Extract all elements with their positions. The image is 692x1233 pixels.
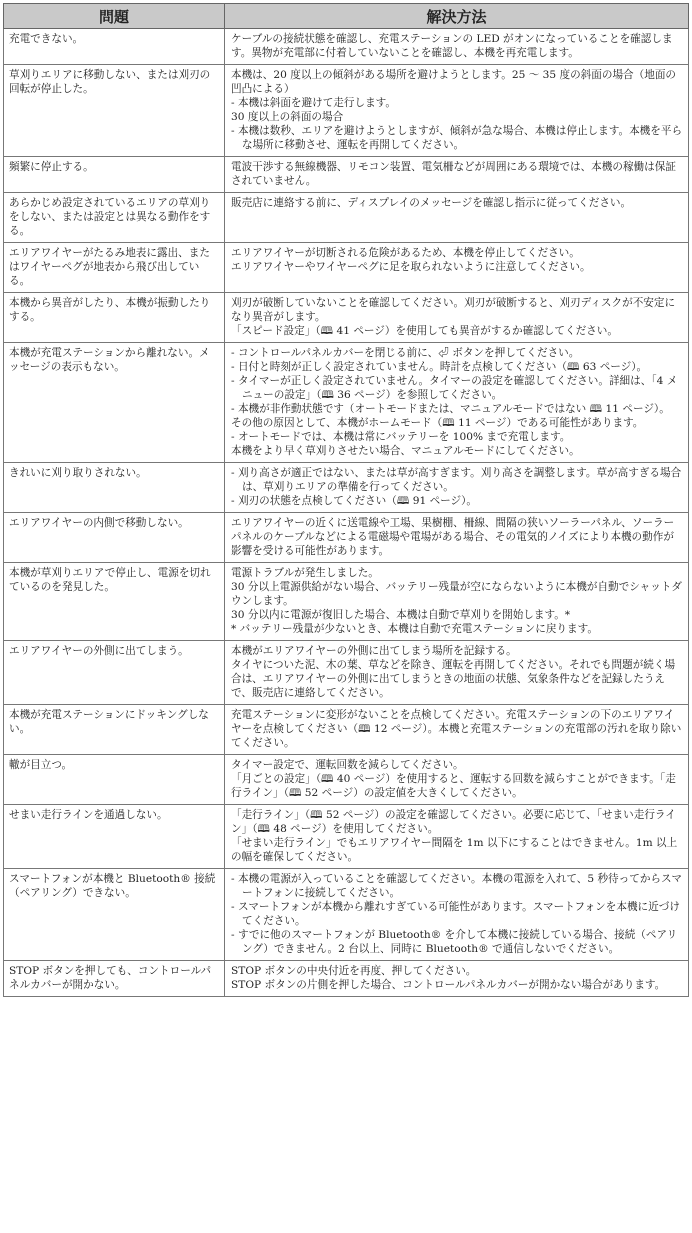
solution-bullet: - オートモードでは、本機は常にバッテリーを 100% まで充電します。 — [231, 430, 683, 444]
solution-paragraph: 「走行ライン」（🕮 52 ページ）の設定を確認してください。必要に応じて、「せまい走行ライン」（🕮 48 ページ）を使用してください。 — [231, 809, 676, 835]
table-body — [4, 29, 689, 997]
solution-paragraph: タイマー設定で、運転回数を減らしてください。 — [231, 759, 464, 771]
problem-cell: 頻繁に停止する。 — [4, 157, 225, 193]
problem-cell: エリアワイヤーの外側に出てしまう。 — [4, 641, 225, 705]
solution-cell — [225, 755, 689, 805]
table-row — [4, 193, 689, 243]
problem-column-header: 問題 — [4, 4, 225, 29]
solution-paragraph: 「せまい走行ライン」でもエリアワイヤー間隔を 1m 以下にすることはできません。1m 以上の幅を確保してください。 — [231, 837, 678, 863]
solution-cell — [225, 641, 689, 705]
problem-cell: スマートフォンが本機と Bluetooth® 接続（ペアリング）できない。 — [4, 869, 225, 961]
problem-cell: 充電できない。 — [4, 29, 225, 65]
solution-paragraph: 販売店に連絡する前に、ディスプレイのメッセージを確認し指示に従ってください。 — [231, 197, 632, 209]
solution-paragraph: STOP ボタンの片側を押した場合、コントロールパネルカバーが開かない場合があります。 — [231, 979, 666, 991]
table-row — [4, 641, 689, 705]
solution-paragraph: 電波干渉する無線機器、リモコン装置、電気柵などが周囲にある環境では、本機の稼働は保証されていません。 — [231, 161, 676, 187]
problem-cell: 本機が草刈りエリアで停止し、電源を切れているのを発見した。 — [4, 563, 225, 641]
solution-bullet: - 刈り高さが適正ではない、または草が高すぎます。刈り高さを調整します。草が高すぎる場合は、草刈りエリアの準備を行ってください。 — [231, 466, 683, 494]
table-row — [4, 961, 689, 997]
solution-paragraph: 「月ごとの設定」（🕮 40 ページ）を使用すると、運転する回数を減らすことができます。「走行ライン」（🕮 52 ページ）の設定値を大きくしてください。 — [231, 773, 676, 799]
solution-paragraph: その他の原因として、本機がホームモード（🕮 11 ページ）である可能性があります。 — [231, 417, 644, 429]
table-row — [4, 29, 689, 65]
table-row — [4, 805, 689, 869]
problem-cell: エリアワイヤーの内側で移動しない。 — [4, 513, 225, 563]
problem-cell: 本機が充電ステーションから離れない。メッセージの表示もない。 — [4, 343, 225, 463]
solution-paragraph: ケーブルの接続状態を確認し、充電ステーションの LED がオンになっていることを確認します。異物が充電部に付着していないことを確認し、本機を再充電します。 — [231, 33, 673, 59]
solution-paragraph: 本機は、20 度以上の傾斜がある場所を避けようとします。25 ～ 35 度の斜面の場合（地面の凹凸による） — [231, 69, 677, 95]
solution-cell — [225, 869, 689, 961]
solution-cell — [225, 293, 689, 343]
solution-paragraph: 充電ステーションに変形がないことを点検してください。充電ステーションの下のエリアワイヤーを点検してください（🕮 12 ページ）。本機と充電ステーションの充電部の汚れを取り除いてください。 — [231, 709, 682, 749]
solution-paragraph: 電源トラブルが発生しました。 — [231, 567, 379, 579]
problem-cell: せまい走行ラインを通過しない。 — [4, 805, 225, 869]
solution-paragraph: 30 分以上電源供給がない場合、バッテリー残量が空にならないように本機が自動でシャットダウンします。 — [231, 581, 682, 607]
solution-cell — [225, 65, 689, 157]
solution-bullet: - スマートフォンが本機から離れすぎている可能性があります。スマートフォンを本機に近づけてください。 — [231, 900, 683, 928]
solution-cell — [225, 705, 689, 755]
solution-cell — [225, 343, 689, 463]
solution-bullet: - 日付と時刻が正しく設定されていません。時計を点検してください（🕮 63 ページ）。 — [231, 360, 683, 374]
solution-paragraph: エリアワイヤーやワイヤーペグに足を取られないように注意してください。 — [231, 261, 591, 273]
table-row — [4, 869, 689, 961]
solution-cell — [225, 463, 689, 513]
table-header-row — [4, 4, 689, 29]
troubleshooting-table — [3, 3, 689, 997]
table-row — [4, 293, 689, 343]
table-row — [4, 157, 689, 193]
table-row — [4, 513, 689, 563]
solution-paragraph: 本機がエリアワイヤーの外側に出てしまう場所を記録する。 — [231, 645, 517, 657]
table-row — [4, 243, 689, 293]
solution-paragraph: 「スピード設定」（🕮 41 ページ）を使用しても異音がするか確認してください。 — [231, 325, 618, 337]
solution-paragraph: 30 度以上の斜面の場合 — [231, 111, 344, 123]
solution-paragraph: タイヤについた泥、木の葉、草などを除き、運転を再開してください。それでも問題が続く場合は、エリアワイヤーの外側に出てしまうときの地面の状態、気象条件などを記録したうえで、販売店に連絡してください。 — [231, 659, 676, 699]
problem-cell: あらかじめ設定されているエリアの草刈りをしない、または設定とは異なる動作をする。 — [4, 193, 225, 243]
problem-cell: 本機から異音がしたり、本機が振動したりする。 — [4, 293, 225, 343]
problem-cell: エリアワイヤーがたるみ地表に露出、またはワイヤーペグが地表から飛び出している。 — [4, 243, 225, 293]
solution-cell — [225, 563, 689, 641]
table-row — [4, 343, 689, 463]
table-row — [4, 755, 689, 805]
solution-bullet: - 本機の電源が入っていることを確認してください。本機の電源を入れて、5 秒待ってからスマートフォンに接続してください。 — [231, 872, 683, 900]
solution-cell — [225, 961, 689, 997]
problem-cell: STOP ボタンを押しても、コントロールパネルカバーが開かない。 — [4, 961, 225, 997]
solution-bullet: - 本機は斜面を避けて走行します。 — [231, 96, 683, 110]
solution-bullet: - 本機は数秒、エリアを避けようとしますが、傾斜が急な場合、本機は停止します。本機を平らな場所に移動させ、運転を再開してください。 — [231, 124, 683, 152]
solution-paragraph: STOP ボタンの中央付近を再度、押してください。 — [231, 965, 477, 977]
table-row — [4, 563, 689, 641]
solution-cell — [225, 193, 689, 243]
solution-bullet: - タイマーが正しく設定されていません。タイマーの設定を確認してください。詳細は、「4 メニューの設定」（🕮 36 ページ）を参照してください。 — [231, 374, 683, 402]
solution-paragraph: * バッテリー残量が少ないとき、本機は自動で充電ステーションに戻ります。 — [231, 623, 598, 635]
solution-cell — [225, 243, 689, 293]
solution-paragraph: 本機をより早く草刈りさせたい場合、マニュアルモードにしてください。 — [231, 445, 580, 457]
problem-cell: 本機が充電ステーションにドッキングしない。 — [4, 705, 225, 755]
table-row — [4, 463, 689, 513]
solution-bullet: - すでに他のスマートフォンが Bluetooth® を介して本機に接続している場合、接続（ペアリング）できません。2 台以上、同時に Bluetooth® で通信しないでください。 — [231, 928, 683, 956]
solution-paragraph: 30 分以内に電源が復旧した場合、本機は自動で草刈りを開始します。* — [231, 609, 571, 621]
table-row — [4, 65, 689, 157]
solution-paragraph: エリアワイヤーの近くに送電線や工場、果樹棚、柵線、間隔の狭いソーラーパネル、ソーラーパネルのケーブルなどによる電磁場や電場がある場合、その電気的ノイズにより本機の動作が影響を受ける可能性があります。 — [231, 517, 675, 557]
solution-column-header: 解決方法 — [225, 4, 689, 29]
problem-cell: 草刈りエリアに移動しない、または刈刃の回転が停止した。 — [4, 65, 225, 157]
solution-cell — [225, 29, 689, 65]
table-row — [4, 705, 689, 755]
problem-cell: 轍が目立つ。 — [4, 755, 225, 805]
solution-bullet: - 本機が非作動状態です（オートモードまたは、マニュアルモードではない 🕮 11 ページ）。 — [231, 402, 683, 416]
solution-paragraph: エリアワイヤーが切断される危険があるため、本機を停止してください。 — [231, 247, 580, 259]
solution-cell — [225, 513, 689, 563]
problem-cell: きれいに刈り取りされない。 — [4, 463, 225, 513]
solution-bullet: - コントロールパネルカバーを閉じる前に、⏎ ボタンを押してください。 — [231, 346, 683, 360]
solution-cell — [225, 805, 689, 869]
solution-cell — [225, 157, 689, 193]
solution-bullet: - 刈刃の状態を点検してください（🕮 91 ページ）。 — [231, 494, 683, 508]
solution-paragraph: 刈刃が破断していないことを確認してください。刈刃が破断すると、刈刃ディスクが不安定になり異音がします。 — [231, 297, 676, 323]
